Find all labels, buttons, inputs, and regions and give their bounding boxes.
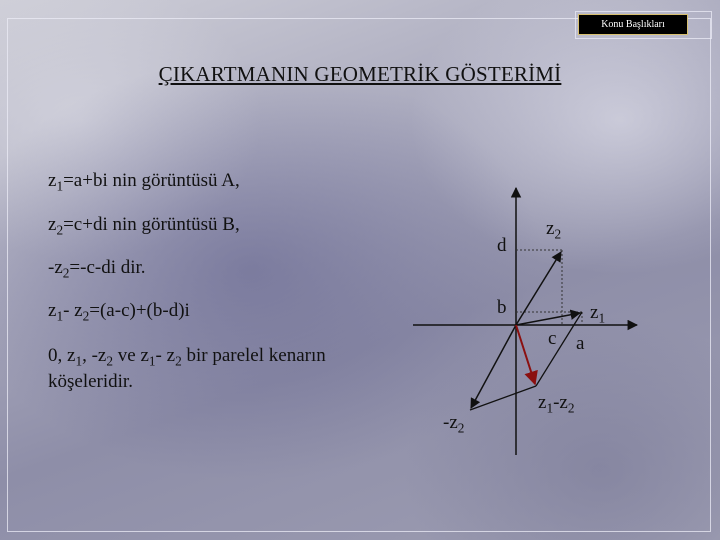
subscript: 1	[598, 310, 606, 326]
line-text: =-c-di dir.	[69, 257, 146, 278]
label-d: d	[497, 235, 507, 256]
label-z1-minus-z2	[538, 392, 575, 414]
subscript: 2	[457, 420, 465, 436]
vector-z1	[516, 313, 580, 325]
label-c: c	[548, 328, 557, 349]
subscript: 1	[546, 400, 554, 416]
line-text: =a+bi nin görüntüsü A,	[63, 170, 240, 191]
side-negz2-to-diff	[470, 386, 536, 410]
label-a: a	[576, 333, 585, 354]
subscript: 1	[75, 353, 83, 369]
subscript: 2	[56, 222, 64, 238]
z-symbol: -z	[553, 392, 568, 413]
line-text: - z	[63, 300, 83, 321]
z-symbol: -z	[48, 257, 63, 278]
subscript: 2	[567, 400, 575, 416]
label-neg-z2	[443, 412, 464, 434]
text-line-parallelogram-cont: köşeleridir.	[48, 371, 133, 392]
subscript: 1	[56, 178, 64, 194]
line-text: , -z	[82, 345, 107, 366]
subscript: 1	[148, 353, 156, 369]
subscript: 2	[62, 265, 70, 281]
line-text: ve z	[113, 345, 149, 366]
label-z1	[590, 302, 605, 324]
label-z2	[546, 218, 561, 240]
label-b: b	[497, 297, 507, 318]
line-text: =(a-c)+(b-d)i	[89, 300, 190, 321]
line-text: =c+di nin görüntüsü B,	[63, 214, 240, 235]
line-text: 0, z	[48, 345, 76, 366]
subscript: 2	[554, 226, 562, 242]
line-text: - z	[155, 345, 176, 366]
line-text: bir parelel kenarın	[181, 345, 326, 366]
subscript: 2	[175, 353, 182, 369]
subscript: 2	[82, 308, 90, 324]
z-symbol: z	[538, 392, 547, 413]
z-symbol: z	[590, 302, 599, 323]
z-symbol: z	[48, 214, 57, 235]
topics-button[interactable]: Konu Başlıkları	[578, 14, 688, 35]
vector-z1-minus-z2	[516, 325, 535, 384]
z-symbol: z	[546, 218, 555, 239]
subscript: 2	[106, 353, 114, 369]
z-symbol: -z	[443, 412, 458, 433]
slide-title: ÇIKARTMANIN GEOMETRİK GÖSTERİMİ	[158, 62, 562, 86]
z-symbol: z	[48, 170, 57, 191]
subscript: 1	[56, 308, 64, 324]
z-symbol: z	[48, 300, 57, 321]
vector-z2	[516, 252, 561, 325]
